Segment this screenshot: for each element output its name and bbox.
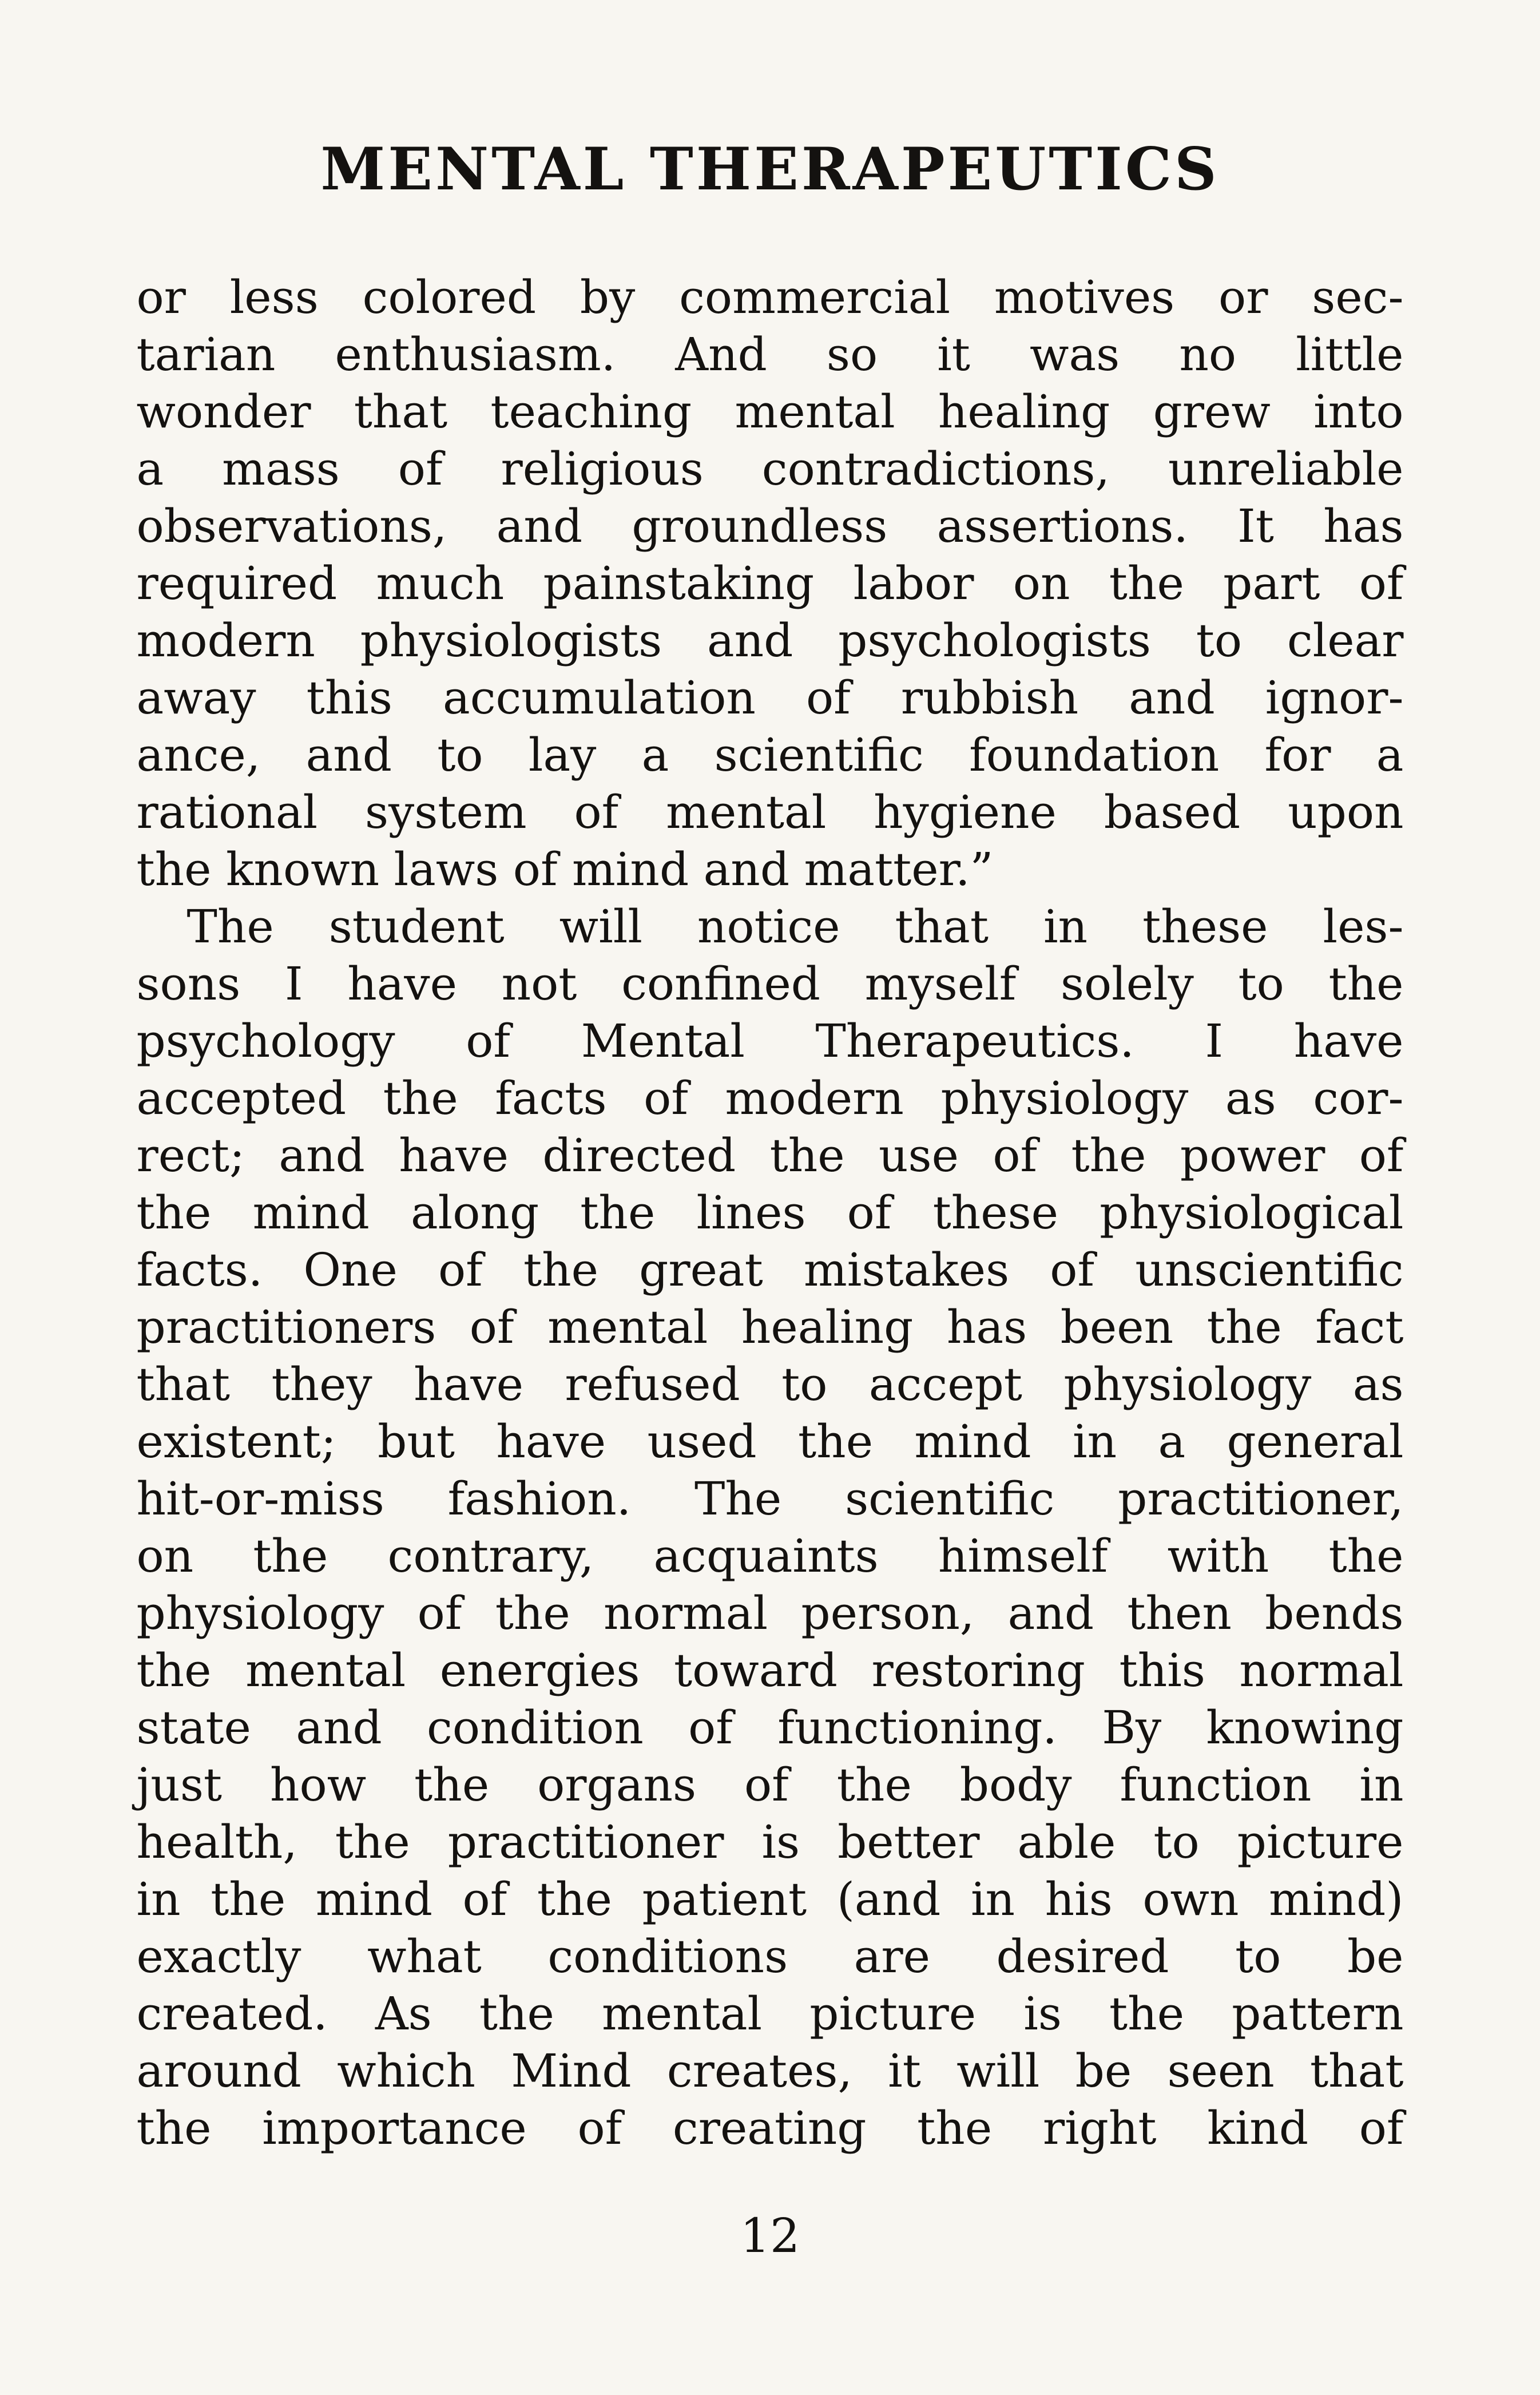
text-line: facts. One of the great mistakes of unscientific [136, 1243, 1404, 1297]
text-line: modern physiologists and psychologists to clear [136, 614, 1404, 668]
text-line: observations, and groundless assertions. It has [136, 499, 1404, 553]
text-line: tarian enthusiasm. And so it was no little [136, 328, 1404, 382]
text-line: that they have refused to accept physiology as [136, 1358, 1404, 1411]
text-line: around which Mind creates, it will be seen that [136, 2044, 1404, 2098]
text-line: a mass of religious contradictions, unreliable [136, 442, 1404, 496]
text-line: practitioners of mental healing has been the fact [136, 1300, 1404, 1354]
text-line: rect; and have directed the use of the power of [136, 1129, 1404, 1183]
text-line: wonder that teaching mental healing grew into [136, 385, 1404, 439]
text-line: physiology of the normal person, and then bends [136, 1587, 1404, 1640]
text-line: state and condition of functioning. By knowing [136, 1701, 1404, 1755]
text-line: existent; but have used the mind in a general [136, 1415, 1404, 1469]
text-line: required much painstaking labor on the part of [136, 557, 1404, 610]
body-text [137, 269, 1404, 2157]
text-line: the importance of creating the right kind of [136, 2101, 1404, 2155]
text-line: exactly what conditions are desired to be [136, 1930, 1404, 1984]
text-line: sons I have not confined myself solely to the [136, 957, 1404, 1011]
text-line: hit-or-miss fashion. The scientific practitioner, [136, 1472, 1404, 1526]
text-line: psychology of Mental Therapeutics. I have [136, 1014, 1404, 1068]
text-line: on the contrary, acquaints himself with the [136, 1529, 1404, 1583]
text-line: just how the organs of the body function in [136, 1758, 1404, 1812]
text-line: health, the practitioner is better able to picture [136, 1815, 1404, 1869]
text-line: The student will notice that in these les- [186, 900, 1404, 954]
text-line: in the mind of the patient (and in his own mind) [136, 1873, 1404, 1926]
text-line: rational system of mental hygiene based upon [136, 786, 1404, 839]
text-line: created. As the mental picture is the pattern [136, 1987, 1404, 2041]
text-line: the mind along the lines of these physiological [136, 1186, 1404, 1240]
page-title: MENTAL THERAPEUTICS [320, 135, 1220, 204]
text-line: away this accumulation of rubbish and ignor- [136, 671, 1404, 725]
text-line: or less colored by commercial motives or sec- [136, 271, 1404, 324]
text-line: the known laws of mind and matter.” [136, 843, 994, 897]
text-line: accepted the facts of modern physiology as cor- [136, 1072, 1404, 1125]
text-line: ance, and to lay a scientific foundation for a [136, 728, 1404, 782]
page-number: 12 [740, 2209, 800, 2263]
text-line: the mental energies toward restoring this normal [136, 1644, 1404, 1698]
